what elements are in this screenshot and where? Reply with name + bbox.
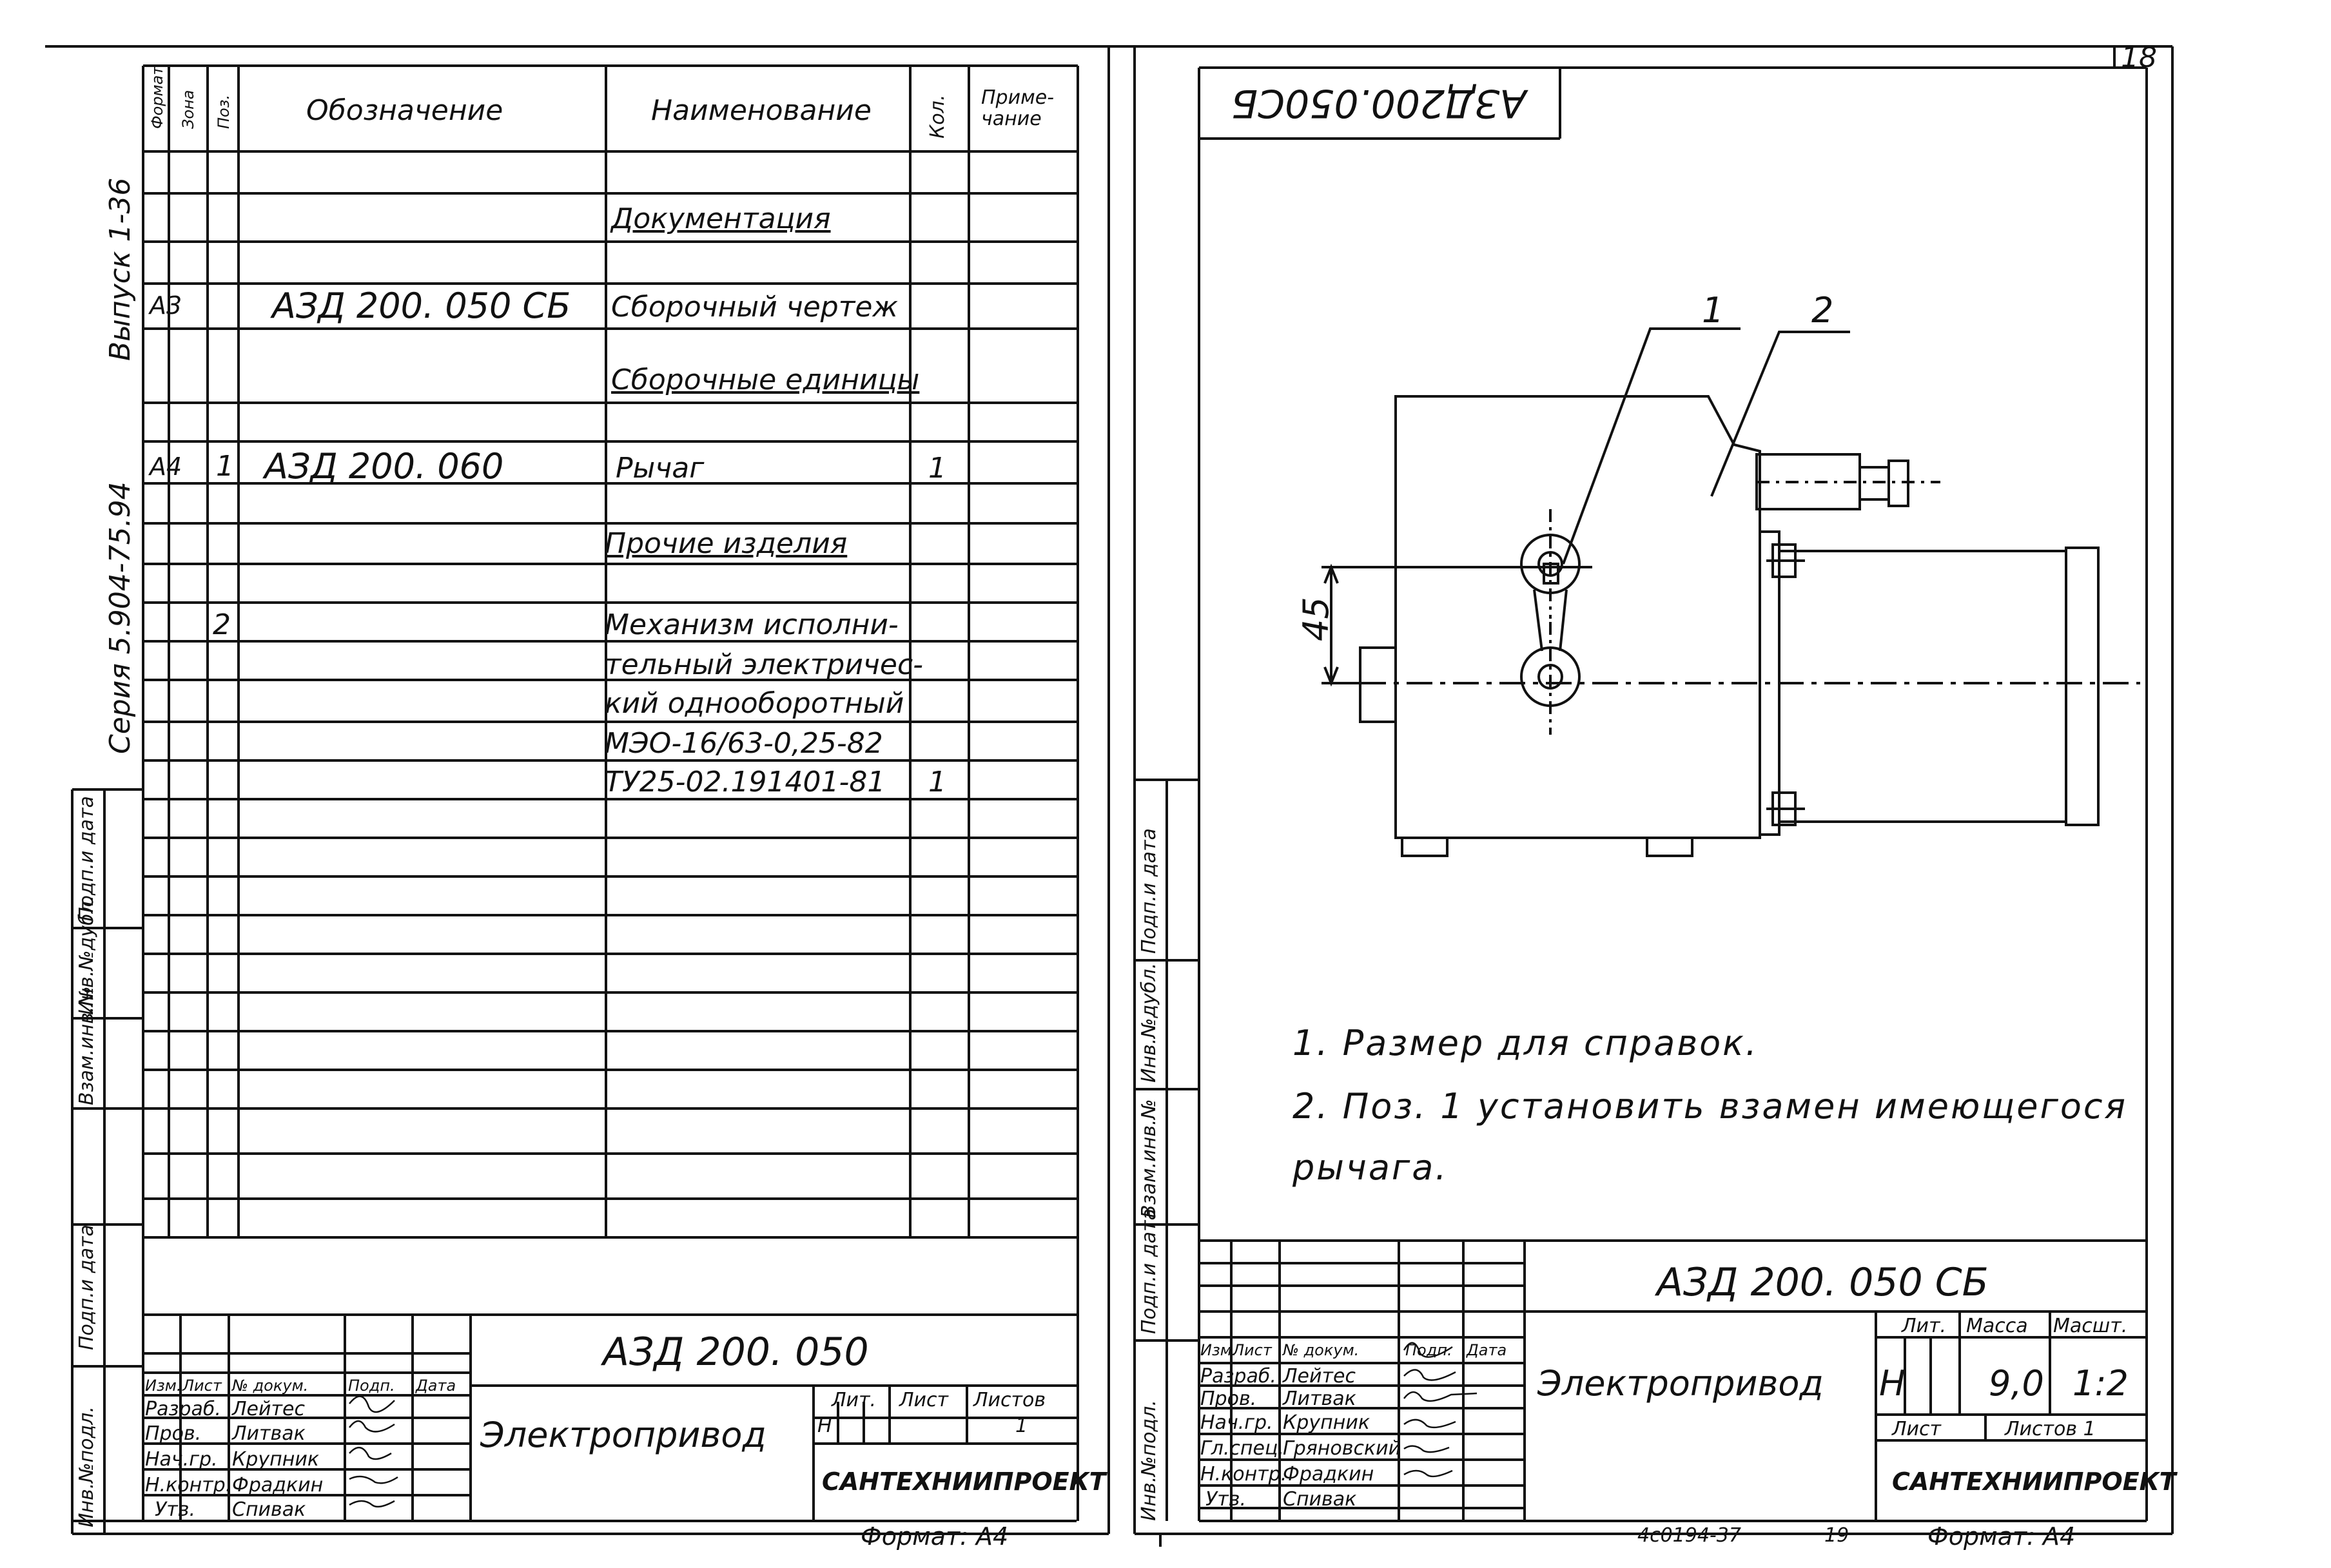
page-number: 18: [2121, 41, 2157, 74]
row-designation: АЗД 200. 050 СБ: [272, 286, 571, 326]
tb-role: Утв.: [155, 1498, 195, 1521]
tb-person: Литвак: [232, 1422, 306, 1445]
tb-bottom-num: 19: [1824, 1524, 1849, 1547]
row-name: Сборочный чертеж: [611, 291, 899, 324]
tb-person: Лейтес: [1283, 1365, 1356, 1388]
tb-role: Н.контр.: [1200, 1463, 1287, 1486]
tb-bottom-code: 4с0194-37: [1637, 1524, 1741, 1547]
stamp-cell: Инв.№дубл.: [75, 895, 98, 1015]
tb-product-name: Электропривод: [480, 1415, 766, 1455]
note-1: 1. Размер для справок.: [1292, 1023, 1759, 1063]
tb-sheet-label: Лист: [899, 1389, 949, 1411]
header-name: Наименование: [651, 94, 872, 127]
row-designation: АЗД 200. 060: [264, 446, 504, 487]
tb-role: Нач.гр.: [1200, 1411, 1273, 1434]
tb-col-date: Дата: [416, 1377, 456, 1395]
row-pos: 2: [213, 608, 231, 641]
row-qty: 1: [928, 766, 946, 799]
stamp-cell: Подп.и дата: [1138, 828, 1160, 954]
stamp-cell: Взам.инв.№: [1138, 1099, 1160, 1218]
tb-lit-value: Н: [1879, 1363, 1906, 1404]
tb-person: Лейтес: [232, 1398, 305, 1420]
tb-sheets-label: Листов: [973, 1389, 1046, 1411]
header-qty: Кол.: [926, 94, 949, 139]
tb-role: Н.контр.: [145, 1474, 232, 1496]
tb-lit-label: Лит.: [832, 1389, 877, 1411]
tb-role: Утв.: [1205, 1488, 1246, 1511]
tb-col-izm: Изм.: [1200, 1341, 1237, 1359]
tb-role: Нач.гр.: [145, 1448, 218, 1471]
tb-person: Фрадкин: [232, 1474, 324, 1496]
callout-2: 2: [1811, 290, 1834, 331]
header-note: Приме-чание: [981, 86, 1055, 130]
stamp-cell: Инв.№подл.: [1138, 1400, 1160, 1521]
callout-1: 1: [1702, 290, 1724, 331]
tb-col-date: Дата: [1467, 1341, 1507, 1359]
row-format: А4: [150, 452, 182, 481]
header-zone: Зона: [179, 90, 197, 129]
section-documentation: Документация: [611, 202, 831, 235]
tb-designation: АЗД 200. 050: [603, 1330, 869, 1375]
stamp-cell: Подп.и дата: [75, 1224, 98, 1350]
row-name-line: Механизм исполни-: [605, 608, 899, 641]
tb-format: Формат: А4: [1927, 1522, 2076, 1551]
tb-format: Формат: А4: [861, 1522, 1009, 1551]
row-pos: 1: [216, 450, 234, 483]
row-format: А3: [150, 291, 182, 320]
header-format: Формат: [148, 66, 166, 129]
row-name-line: ТУ25-02.191401-81: [605, 766, 886, 799]
section-other-items: Прочие изделия: [605, 527, 848, 560]
tb-scale-label: Масшт.: [2053, 1315, 2128, 1337]
note-3: рычага.: [1292, 1147, 1448, 1188]
tb-role: Пров.: [145, 1422, 202, 1445]
tb-role: Разраб.: [1200, 1365, 1276, 1388]
tb-sheets-label: Листов 1: [2005, 1418, 2096, 1440]
tb-organization: САНТЕХНИИПРОЕКТ: [1892, 1467, 2176, 1496]
tb-sheet-label: Лист: [1892, 1418, 1942, 1440]
tb-col-izm: Изм.: [145, 1377, 182, 1395]
issue-label: Выпуск 1-36: [104, 177, 137, 361]
tb-person: Крупник: [232, 1448, 319, 1471]
tb-person: Крупник: [1283, 1411, 1370, 1434]
header-designation: Обозначение: [306, 94, 503, 127]
tb-mass-value: 9,0: [1989, 1363, 2044, 1404]
tb-organization: САНТЕХНИИПРОЕКТ: [822, 1467, 1106, 1496]
row-name-line: тельный электричес-: [605, 648, 924, 681]
mirrored-stamp: АЗД200.050СБ: [1231, 81, 1526, 126]
stamp-cell: Инв.№подл.: [75, 1406, 98, 1527]
tb-role: Пров.: [1200, 1388, 1257, 1410]
tb-lit-label: Лит.: [1902, 1315, 1947, 1337]
row-name-line: МЭО-16/63-0,25-82: [605, 727, 883, 760]
tb-sheets-value: 1: [1015, 1415, 1028, 1437]
section-assembly-units: Сборочные единицы: [611, 363, 920, 396]
note-2: 2. Поз. 1 установить взамен имеющегося: [1292, 1086, 2128, 1127]
tb-mass-label: Масса: [1966, 1315, 2028, 1337]
stamp-cell: Взам.инв.№: [75, 986, 98, 1105]
tb-col-podp: Подп.: [1405, 1341, 1452, 1359]
row-qty: 1: [928, 452, 946, 485]
row-name-line: кий однооборотный: [605, 687, 904, 720]
row-name: Рычаг: [616, 452, 705, 485]
tb-designation: АЗД 200. 050 СБ: [1657, 1260, 1989, 1305]
stamp-cell: Инв.№дубл.: [1138, 962, 1160, 1083]
tb-person: Гряновский: [1283, 1437, 1401, 1460]
tb-person: Литвак: [1283, 1388, 1356, 1410]
tb-col-ndoc: № докум.: [1283, 1341, 1360, 1359]
tb-lit-value: Н: [817, 1415, 832, 1437]
header-pos: Поз.: [215, 94, 233, 129]
tb-scale-value: 1:2: [2073, 1363, 2129, 1404]
tb-role: Гл.спец.: [1200, 1437, 1284, 1460]
tb-col-list: Лист: [1233, 1341, 1272, 1359]
electric-drive-drawing: [1322, 329, 2140, 856]
tb-col-ndoc: № докум.: [232, 1377, 309, 1395]
stamp-cell: Подп.и дата: [75, 796, 98, 922]
stamp-cell: Подп.и дата: [1138, 1208, 1160, 1334]
tb-col-list: Лист: [182, 1377, 222, 1395]
tb-col-podp: Подп.: [348, 1377, 395, 1395]
dimension-45: 45: [1296, 597, 1336, 641]
tb-role: Разраб.: [145, 1398, 221, 1420]
series-label: Серия 5.904-75.94: [104, 481, 137, 754]
tb-person: Спивак: [232, 1498, 306, 1521]
tb-person: Спивак: [1283, 1488, 1357, 1511]
tb-person: Фрадкин: [1283, 1463, 1374, 1486]
tb-product-name: Электропривод: [1537, 1363, 1824, 1404]
